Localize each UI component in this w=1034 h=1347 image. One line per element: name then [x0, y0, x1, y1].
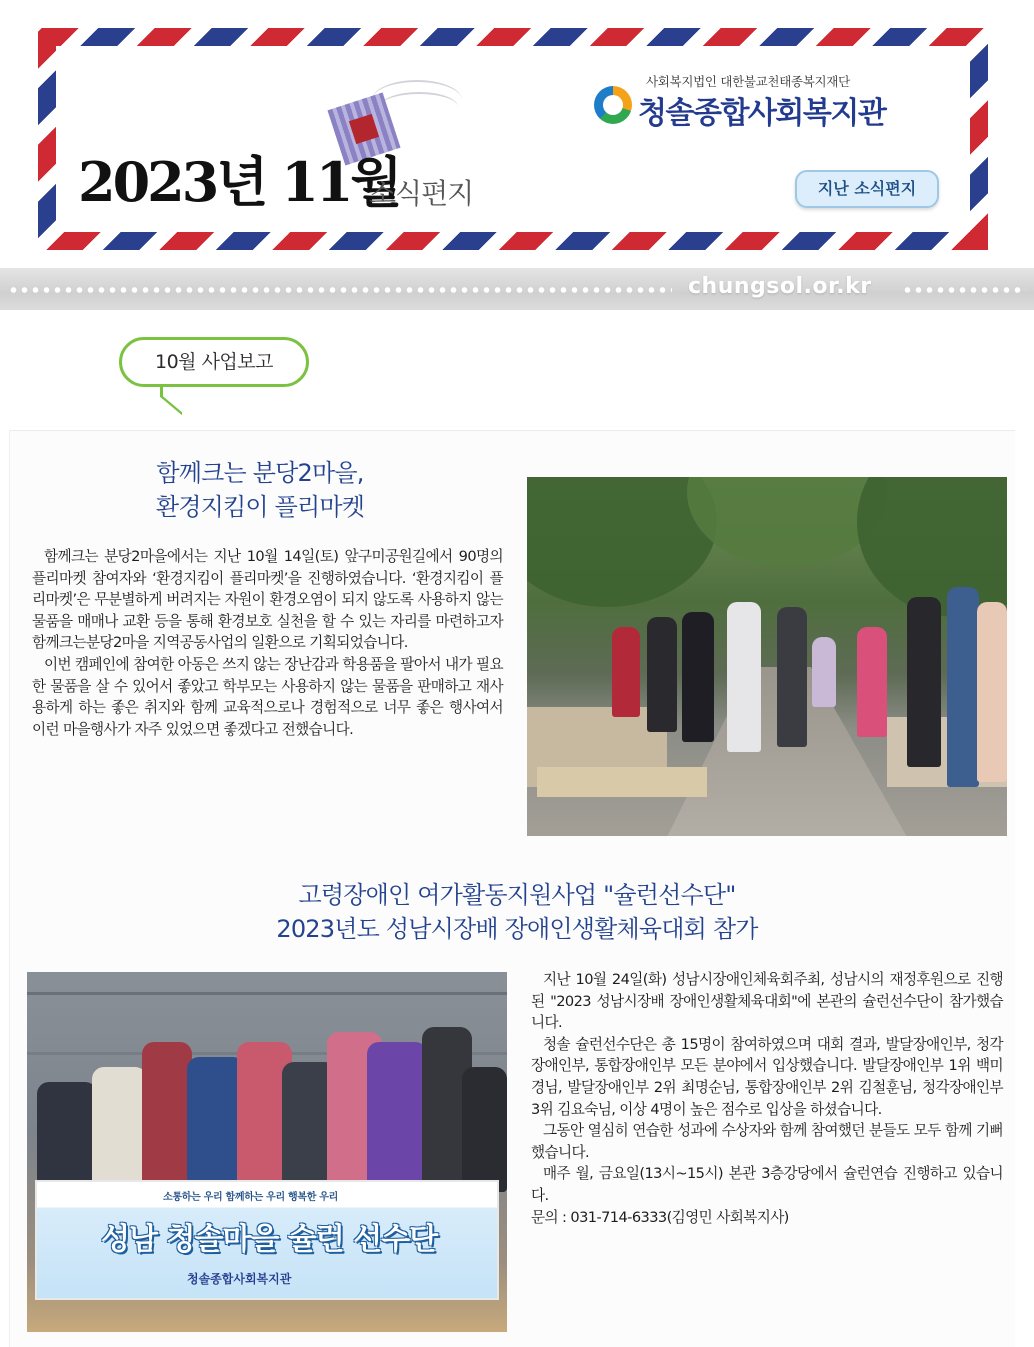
- section-badge: 10월 사업보고: [119, 337, 309, 387]
- postmark-wave-icon: [380, 92, 458, 122]
- shuffleboard-team-photo: [27, 972, 507, 1332]
- article1-title: [60, 456, 460, 524]
- org-logo-icon: [594, 86, 632, 124]
- ribbon-dots-right: [902, 287, 1026, 293]
- url-ribbon: [0, 268, 1034, 310]
- org-parent-name: 사회복지법인 대한불교천태종복지재단: [646, 74, 850, 89]
- past-newsletter-button[interactable]: 지난 소식편지: [795, 170, 939, 208]
- article1-paragraph: 이번 캠페인에 참여한 아동은 쓰지 않는 장난감과 학용품을 팔아서 내가 필요한 물품을 살 수 있어서 좋았고 학부모는 사용하지 않는 물품을 판매하고 재사용하게 하는 좋은 취지와 함께 교육적으로나 경험적으로 너무 좋은 행사여서 이런 마을행사가 자주 있었으면 좋겠다고 전했습니다.: [32, 655, 503, 738]
- issue-subtitle: 소식편지: [369, 177, 474, 210]
- banner-slogan: 소통하는 우리 함께하는 우리 행복한 우리: [163, 1192, 339, 1203]
- article2-contact: 문의 : 031-714-6333(김영민 사회복지사): [531, 1208, 789, 1226]
- article2-body: [531, 969, 1003, 1228]
- ribbon-dots-left: [8, 287, 672, 293]
- article1-body: [32, 546, 503, 740]
- article1-title-line2: 환경지킴이 플리마켓: [155, 493, 365, 521]
- banner-org-logo: 청솔종합사회복지관: [187, 1272, 292, 1286]
- site-url-link[interactable]: chungsol.or.kr: [688, 274, 872, 299]
- article1-paragraph: 함께크는 분당2마을에서는 지난 10월 14일(토) 앞구미공원길에서 90명의 플리마켓 참여자와 ‘환경지킴이 플리마켓’을 진행하였습니다. ‘환경지킴이 플리마켓’은 무분별하게 버려지는 자원이 환경오염이 되지 않도록 사용하지 않는 물품을 매매나 교환 등을 통해 환경보호 실천을 할 수 있는 자리를 마련하고자 함께크는분당2마을 지역공동사업의 일환으로 기획되었습니다.: [32, 548, 503, 652]
- flea-market-photo: [527, 477, 1007, 836]
- article1-title-line1: 함께크는 분당2마을,: [156, 459, 364, 487]
- article2-title-line1: 고령장애인 여가활동지원사업 "슐런선수단": [298, 881, 736, 909]
- article2-paragraph: 매주 월, 금요일(13시~15시) 본관 3층강당에서 슐런연습 진행하고 있습니다.: [531, 1165, 1003, 1204]
- issue-title: 2023년 11월: [78, 150, 400, 214]
- article2-paragraph: 지난 10월 24일(화) 성남시장애인체육회주최, 성남시의 재정후원으로 진행된 "2023 성남시장배 장애인생활체육대회"에 본관의 슐런선수단이 참가했습니다.: [531, 971, 1003, 1032]
- article2-paragraph: 그동안 열심히 연습한 성과에 수상자와 함께 참여했던 분들도 모두 함께 기뻐했습니다.: [531, 1122, 1003, 1161]
- article2-paragraph: 청솔 슐런선수단은 총 15명이 참여하였으며 대회 결과, 발달장애인부, 청각장애인부, 통합장애인부 모든 분야에서 입상했습니다. 발달장애인부 1위 백미경님, 발달장애인부 2위 최명순님, 통합장애인부 2위 김철훈님, 청각장애인부 3위 김요숙님, 이상 4명이 높은 점수로 입상을 하셨습니다.: [531, 1035, 1003, 1118]
- org-name[interactable]: 청솔종합사회복지관: [638, 96, 886, 131]
- article2-title: [30, 878, 1004, 946]
- team-banner: [35, 1180, 499, 1300]
- banner-team-name: 성남 청솔마을 슐런 선수단: [101, 1222, 438, 1257]
- article2-title-line2: 2023년도 성남시장배 장애인생활체육대회 참가: [276, 915, 758, 943]
